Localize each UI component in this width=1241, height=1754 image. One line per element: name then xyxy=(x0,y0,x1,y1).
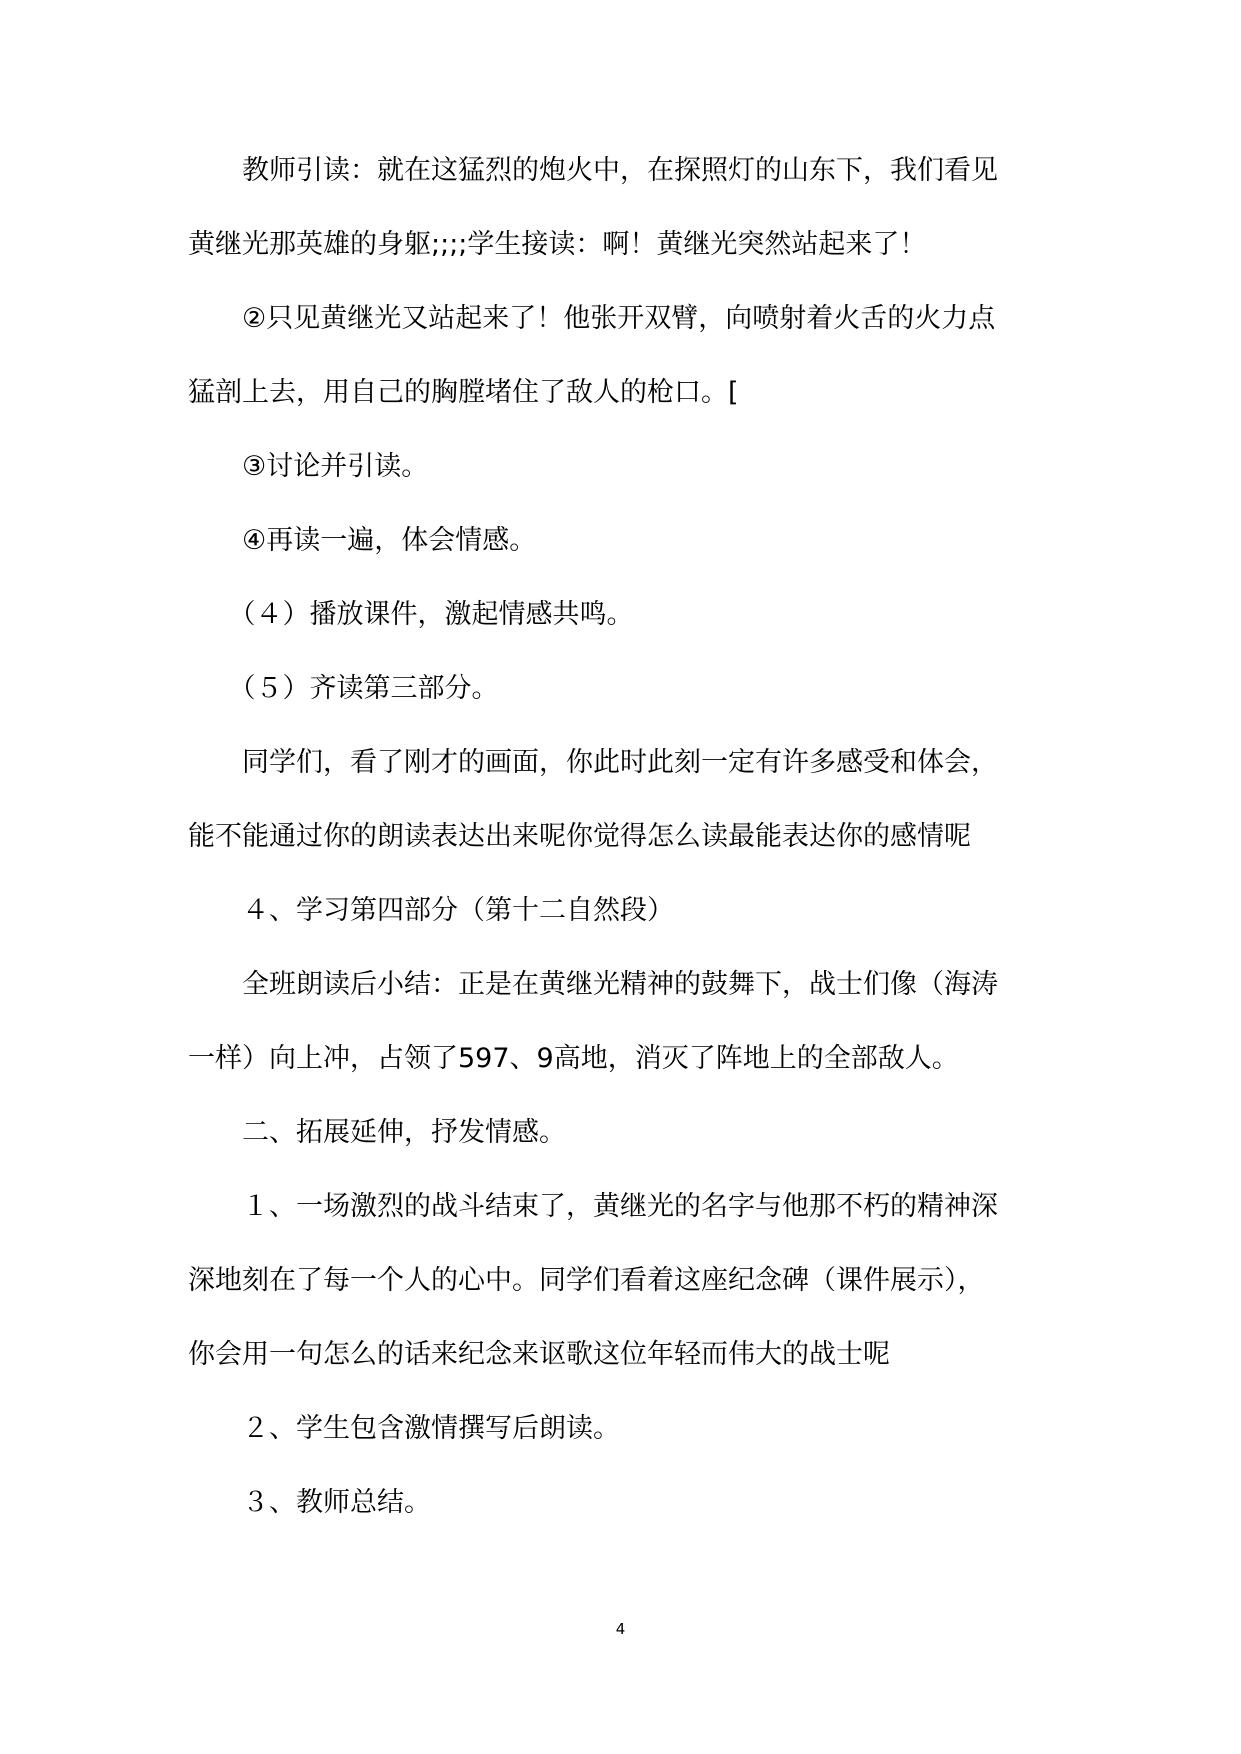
text-line: ④再读一遍，体会情感。 xyxy=(188,525,537,556)
text-line: 全班朗读后小结：正是在黄继光精神的鼓舞下，战士们像（海涛 xyxy=(188,969,998,1000)
page-number: 4 xyxy=(615,1620,626,1638)
text-line: ４、学习第四部分（第十二自然段） xyxy=(188,895,674,926)
text-line: ②只见黄继光又站起来了！他张开双臂，向喷射着火舌的火力点 xyxy=(188,303,996,334)
text-line: 黄继光那英雄的身躯;;;;学生接读：啊！黄继光突然站起来了！ xyxy=(188,229,927,260)
text-line: ③讨论并引读。 xyxy=(188,451,429,482)
text-line: 教师引读：就在这猛烈的炮火中，在探照灯的山东下，我们看见 xyxy=(188,155,998,186)
text-line: １、一场激烈的战斗结束了，黄继光的名字与他那不朽的精神深 xyxy=(188,1191,998,1222)
text-line: 你会用一句怎么的话来纪念来讴歌这位年轻而伟大的战士呢 xyxy=(188,1339,890,1370)
text-line: 能不能通过你的朗读表达出来呢你觉得怎么读最能表达你的感情呢 xyxy=(188,821,971,852)
text-line: 一样）向上冲，占领了597、9高地，消灭了阵地上的全部敌人。 xyxy=(188,1043,959,1074)
text-line: ３、教师总结。 xyxy=(188,1487,431,1518)
text-line: （４）播放课件，激起情感共鸣。 xyxy=(188,599,634,630)
text-line: 猛剖上去，用自己的胸膛堵住了敌人的枪口。[ xyxy=(188,377,739,408)
text-line: 二、拓展延伸，抒发情感。 xyxy=(188,1117,566,1148)
text-line: ２、学生包含激情撰写后朗读。 xyxy=(188,1413,620,1444)
text-line: 深地刻在了每一个人的心中。同学们看着这座纪念碑（课件展示）， xyxy=(188,1265,985,1296)
text-line: 同学们，看了刚才的画面，你此时此刻一定有许多感受和体会， xyxy=(188,747,998,778)
text-line: （５）齐读第三部分。 xyxy=(188,673,499,704)
